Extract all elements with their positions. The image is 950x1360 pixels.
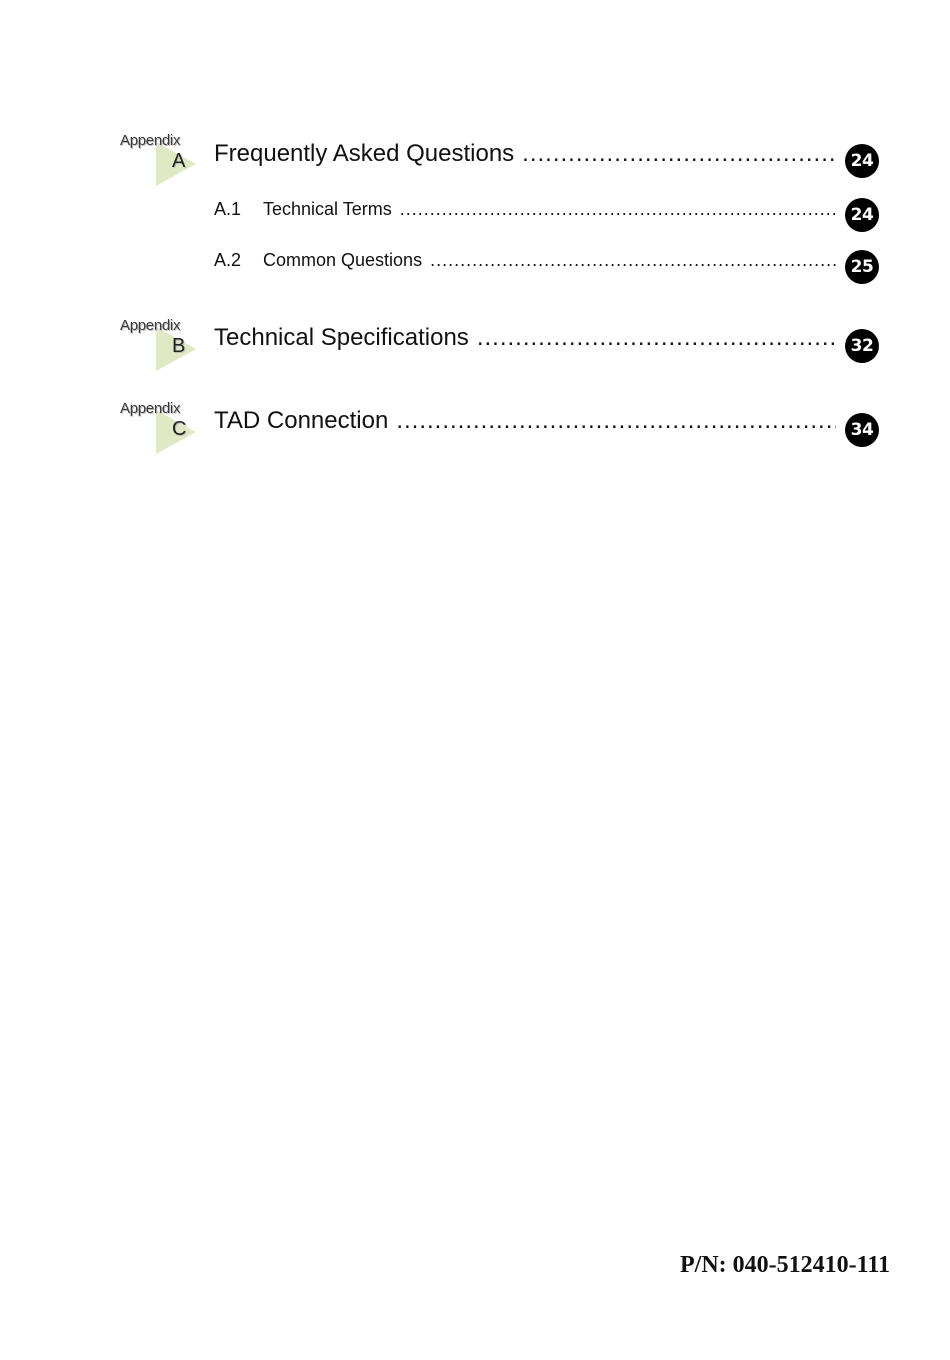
toc-section-number: A.1	[214, 199, 242, 219]
appendix-badge-letter: A	[172, 150, 186, 172]
toc-entry-appendix-a[interactable]	[214, 140, 836, 168]
toc-section-number: A.2	[214, 250, 242, 270]
dot-leader	[396, 407, 836, 435]
dot-leader	[400, 199, 836, 220]
appendix-badge-letter: B	[172, 335, 186, 357]
dot-leader	[522, 140, 836, 168]
page-number-badge: 25	[845, 250, 879, 284]
page-number-badge: 24	[845, 198, 879, 232]
appendix-badge-letter: C	[172, 418, 187, 440]
toc-entry-title: Frequently Asked Questions	[214, 140, 515, 167]
dot-leader	[430, 250, 836, 271]
toc-entry-title: TAD Connection	[214, 407, 389, 434]
page-number-badge: 32	[845, 329, 879, 363]
appendix-b-badge	[120, 317, 200, 369]
part-number: P/N: 040-512410-111	[680, 1252, 890, 1278]
appendix-badge-word: Appendix	[120, 132, 181, 149]
toc-entry-appendix-c[interactable]	[214, 407, 836, 435]
toc-section-title: Common Questions	[263, 250, 423, 270]
appendix-badge-word: Appendix	[120, 317, 181, 334]
toc-entry-a2[interactable]	[214, 250, 836, 271]
page-number-badge: 24	[845, 144, 879, 178]
dot-leader	[477, 324, 836, 352]
toc-entry-a1[interactable]	[214, 199, 836, 220]
toc-section-title: Technical Terms	[263, 199, 392, 219]
appendix-badge-word: Appendix	[120, 400, 181, 417]
page-number-badge: 34	[845, 413, 879, 447]
toc-entry-appendix-b[interactable]	[214, 324, 836, 352]
appendix-c-badge	[120, 400, 200, 452]
appendix-a-badge	[120, 132, 200, 184]
toc-entry-title: Technical Specifications	[214, 324, 469, 351]
